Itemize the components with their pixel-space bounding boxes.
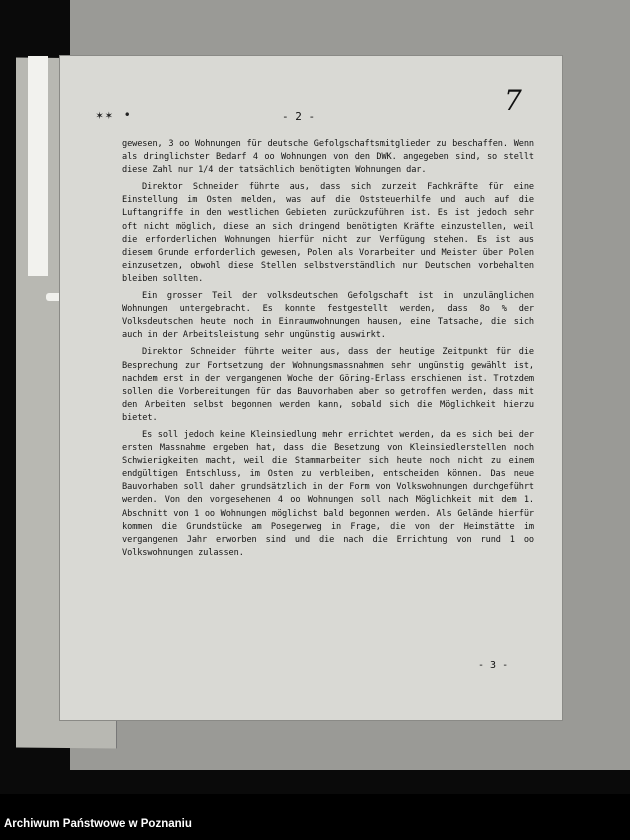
page-number: - 2 - bbox=[282, 110, 316, 123]
paragraph: Direktor Schneider führte aus, dass sich zurzeit Fachkräfte für eine Einstellung im Osten melden, was auf die Oststeuerhilfe und auch auf die Luftangriffe in den westlichen Gebieten zurückzuführen ist. Es ist jedoch sehr oft nicht möglich, diese an sich dringend benötigten Kräfte einzustellen, weil die erforderlichen Wohnungen hierfür nicht zur Verfügung stehen. Es ist aus diesem Grunde erforderlich gewesen, Polen als Vorarbeiter und Meister über Polen einzusetzen, obwohl diese Stellen selbstverständlich nur Deutschen vorbehalten bleiben sollten. bbox=[122, 182, 534, 284]
paragraph: Ein grosser Teil der volksdeutschen Gefolgschaft ist in unzulänglichen Wohnungen untergebracht. Es konnte festgestellt werden, dass 8o % der Volksdeutschen heute noch in Einraumwohnungen hausen, eine Tatsache, die sich auch in der Arbeitsleistung sehr ungünstig auswirkt. bbox=[122, 291, 534, 341]
paragraph: gewesen, 3 oo Wohnungen für deutsche Gefolgschaftsmitglieder zu beschaffen. Wenn als dringlichster Bedarf 4 oo Wohnungen von den DWK. angegeben sind, so stellt diese Zahl nur 1/4 der tatsächlich benötigten Wohnungen dar. bbox=[122, 139, 534, 176]
document-body bbox=[122, 138, 534, 564]
paragraph: Es soll jedoch keine Kleinsiedlung mehr errichtet werden, da es sich bei der ersten Massnahme ergeben hat, dass die Besetzung von Kleinsiedlerstellen noch Schwierigkeiten macht, weil die Stammarbeiter sich heute noch nicht zu einem endgültigen Entschluss, im Osten zu verbleiben, entscheiden können. Das neue Bauvorhaben soll daher grundsätzlich in der Form von Volkswohnungen durchgeführt werden. Von den vorgesehenen 4 oo Wohnungen soll nach Möglichkeit mit dem 1. Abschnitt von 1 oo Wohnungen möglichst bald begonnen werden. Als Gelände hierfür kommen die Grundstücke am Posegerweg in Frage, die von der Heimstätte im vergangenen Jahr erworben sind und die nach die Errichtung von rund 1 oo Volkswohnungen zulassen. bbox=[122, 429, 534, 558]
footer-band bbox=[0, 794, 630, 840]
next-page-mark: - 3 - bbox=[478, 660, 509, 671]
archive-label: Archiwum Państwowe w Poznaniu bbox=[4, 818, 192, 830]
paragraph: Direktor Schneider führte weiter aus, dass der heutige Zeitpunkt für die Besprechung zur Fortsetzung der Wohnungsmassnahmen sehr ungünstig gewählt ist, nachdem erst in der vergangenen Woche der Göring-Erlass erschienen ist. Trotzdem sollen die Vorbereitungen für das Bauvorhaben aber so getroffen werden, dass mit den Arbeiten selbst begonnen werden kann, sobald sich die Möglichkeit hierzu bietet. bbox=[122, 347, 534, 423]
folder-paper-strip bbox=[28, 56, 48, 276]
folio-number: 7 bbox=[504, 84, 522, 117]
header-mark: ✶✶ • bbox=[96, 108, 133, 122]
